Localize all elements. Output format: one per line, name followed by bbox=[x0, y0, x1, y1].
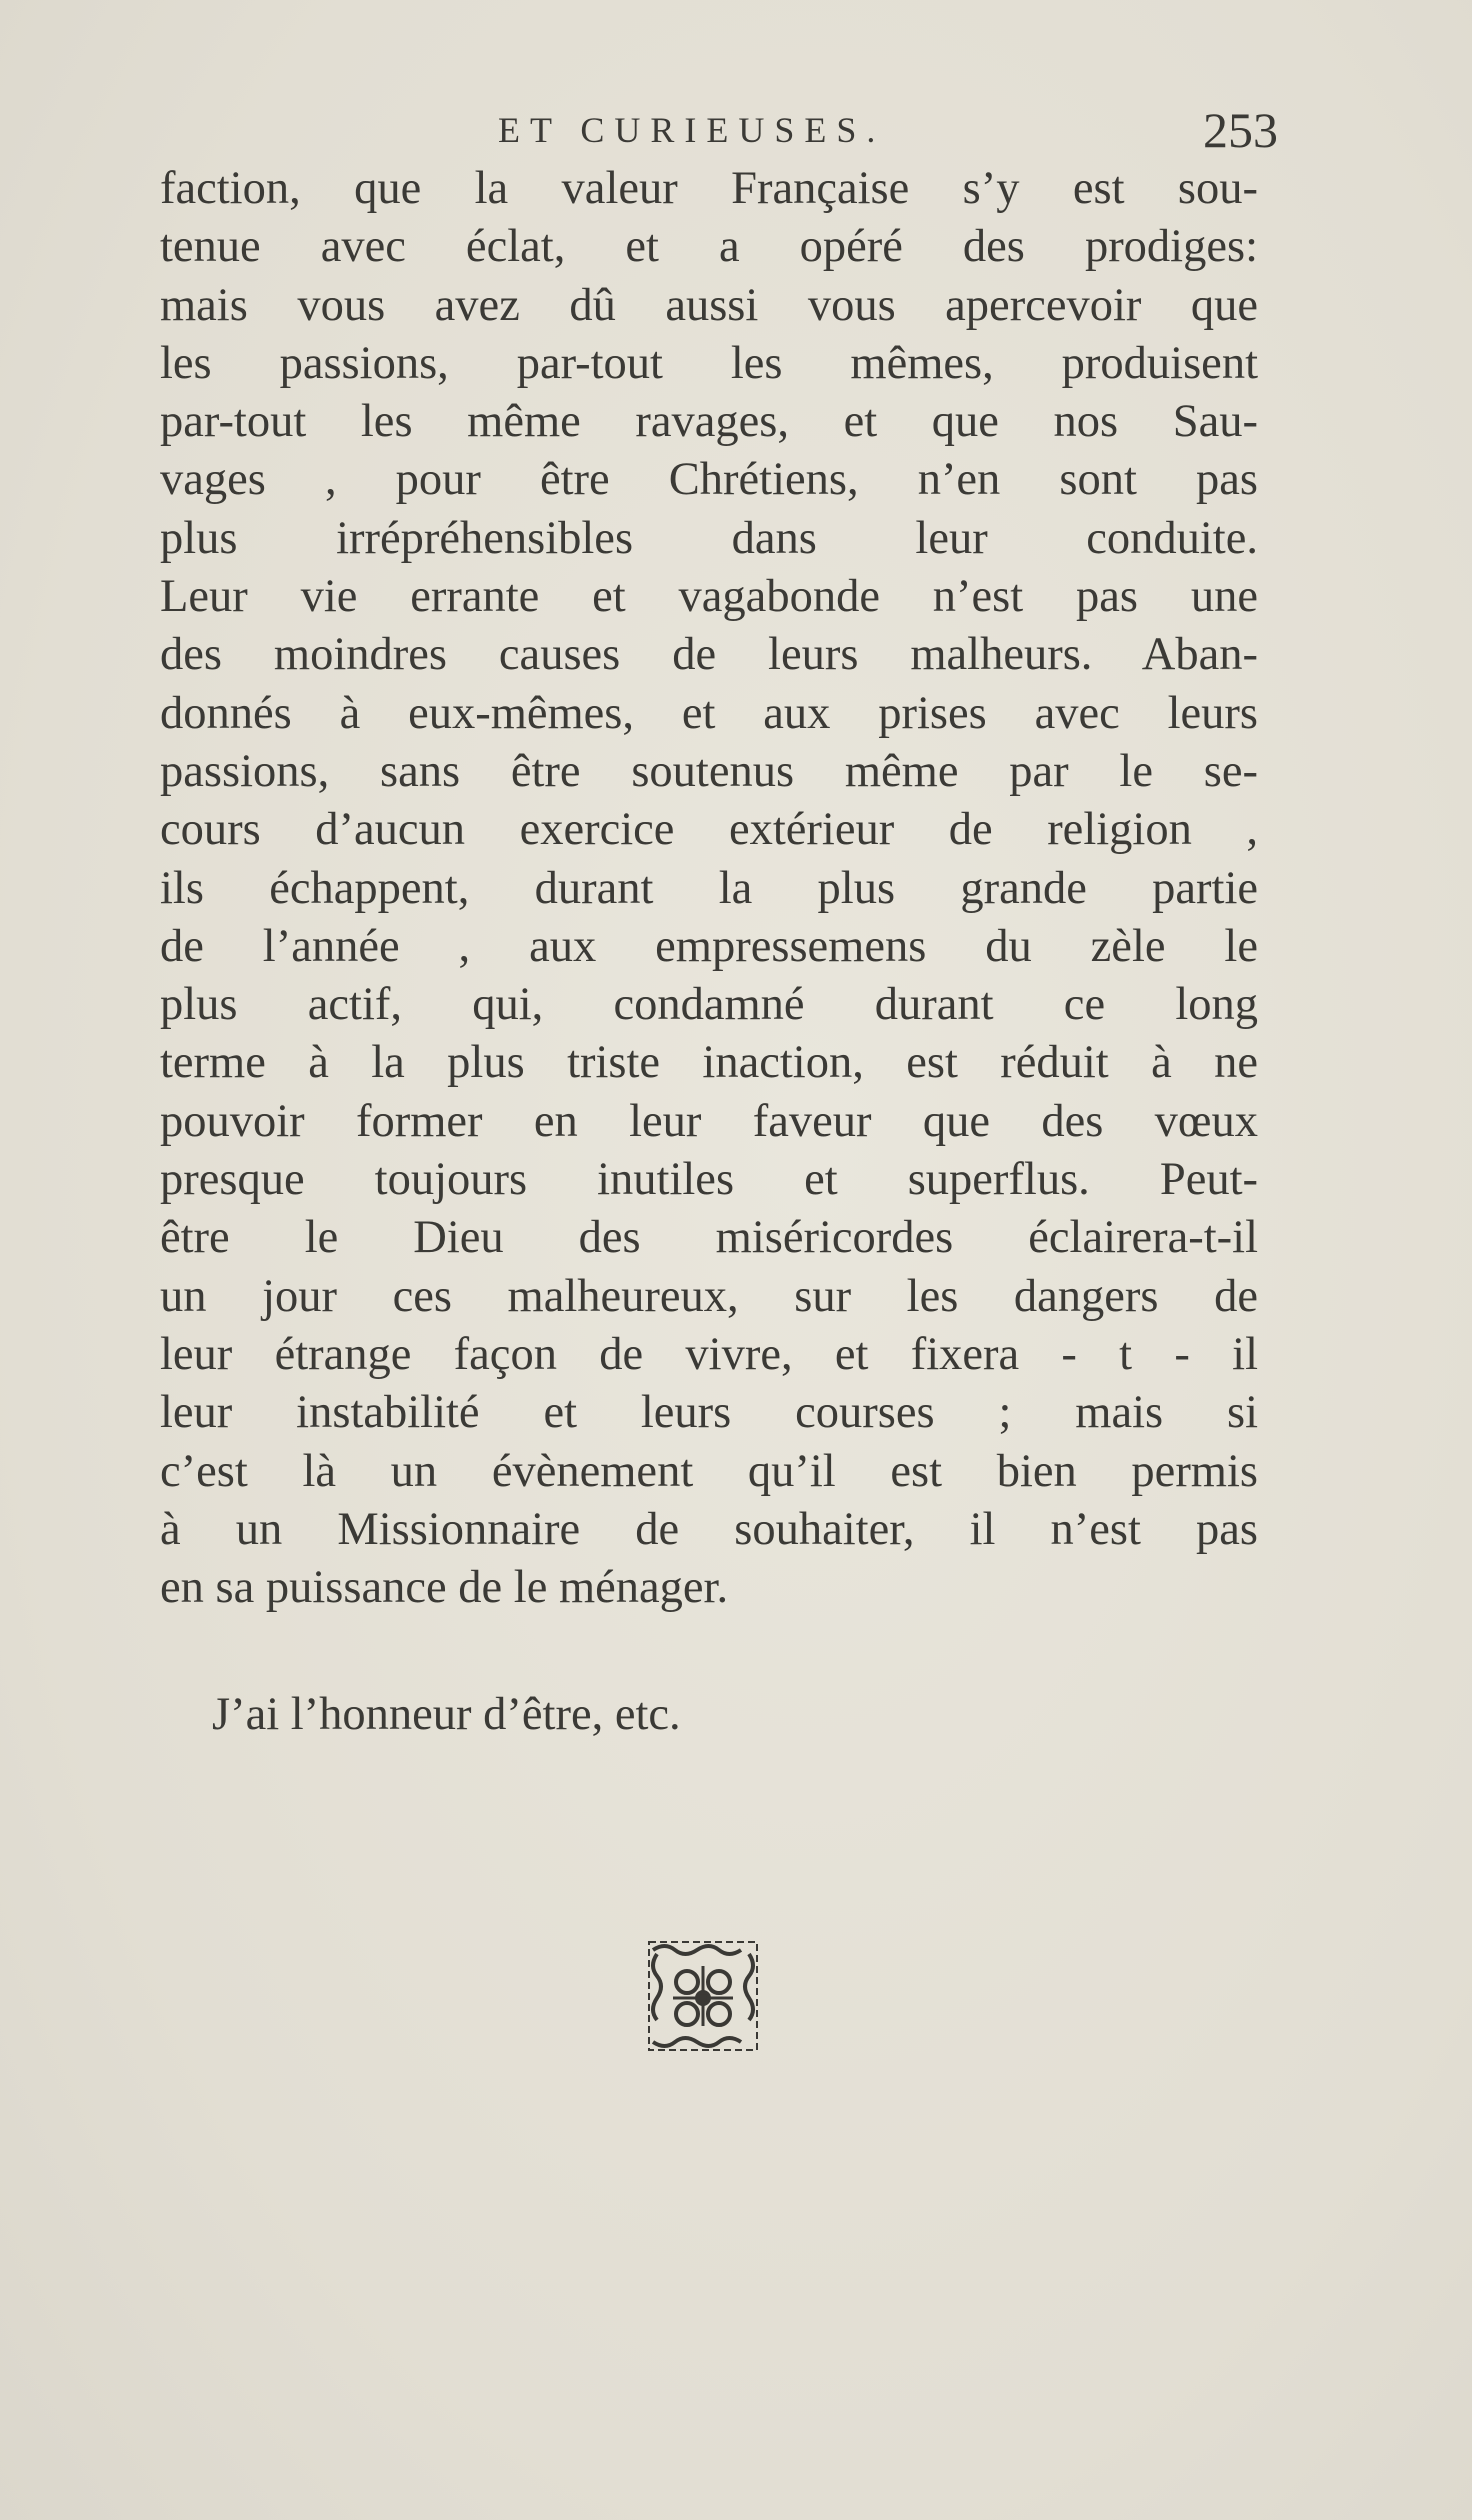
letter-text bbox=[160, 160, 1258, 1617]
text-line: un jour ces malheureux, sur les dangers de bbox=[160, 1270, 1258, 1322]
text-line: plus irrépréhensibles dans leur conduite. bbox=[160, 512, 1258, 564]
text-line: mais vous avez dû aussi vous apercevoir que bbox=[160, 279, 1258, 331]
text-line: les passions, par-tout les mêmes, produisent bbox=[160, 337, 1258, 389]
text-line: être le Dieu des miséricordes éclairera-t-il bbox=[160, 1212, 1258, 1264]
text-line: vages , pour être Chrétiens, n’en sont pas bbox=[160, 454, 1258, 506]
page-number: 253 bbox=[1203, 102, 1278, 158]
printers-ornament-icon bbox=[643, 1936, 763, 2056]
text-line: tenue avec éclat, et a opéré des prodiges: bbox=[160, 221, 1258, 273]
text-line: leur instabilité et leurs courses ; mais si bbox=[160, 1387, 1258, 1439]
text-line: cours d’aucun exercice extérieur de religion , bbox=[160, 804, 1258, 856]
text-line: de l’année , aux empressemens du zèle le bbox=[160, 920, 1258, 972]
text-line: faction, que la valeur Française s’y est sou- bbox=[160, 163, 1258, 214]
text-line: plus actif, qui, condamné durant ce long bbox=[160, 979, 1258, 1031]
running-title: ET CURIEUSES. bbox=[498, 110, 886, 150]
text-line: leur étrange façon de vivre, et fixera - t - il bbox=[160, 1328, 1258, 1380]
text-line: c’est là un évènement qu’il est bien permis bbox=[160, 1445, 1258, 1497]
text-line: en sa puissance de le ménager. bbox=[160, 1562, 729, 1614]
closing-formula: J’ai l’honneur d’être, etc. bbox=[212, 1689, 681, 1740]
text-line: Leur vie errante et vagabonde n’est pas une bbox=[160, 571, 1258, 623]
text-line: donnés à eux-mêmes, et aux prises avec leurs bbox=[160, 687, 1258, 739]
running-head bbox=[498, 100, 1278, 160]
text-line: terme à la plus triste inaction, est réduit à ne bbox=[160, 1037, 1258, 1089]
text-line: passions, sans être soutenus même par le se- bbox=[160, 745, 1258, 797]
text-line: ils échappent, durant la plus grande partie bbox=[160, 862, 1258, 914]
text-line: des moindres causes de leurs malheurs. Aban- bbox=[160, 629, 1258, 681]
text-line: pouvoir former en leur faveur que des vœux bbox=[160, 1095, 1258, 1147]
text-line: presque toujours inutiles et superflus. Peut- bbox=[160, 1154, 1258, 1206]
text-line: par-tout les même ravages, et que nos Sau- bbox=[160, 396, 1258, 448]
text-line: à un Missionnaire de souhaiter, il n’est pas bbox=[160, 1503, 1258, 1555]
